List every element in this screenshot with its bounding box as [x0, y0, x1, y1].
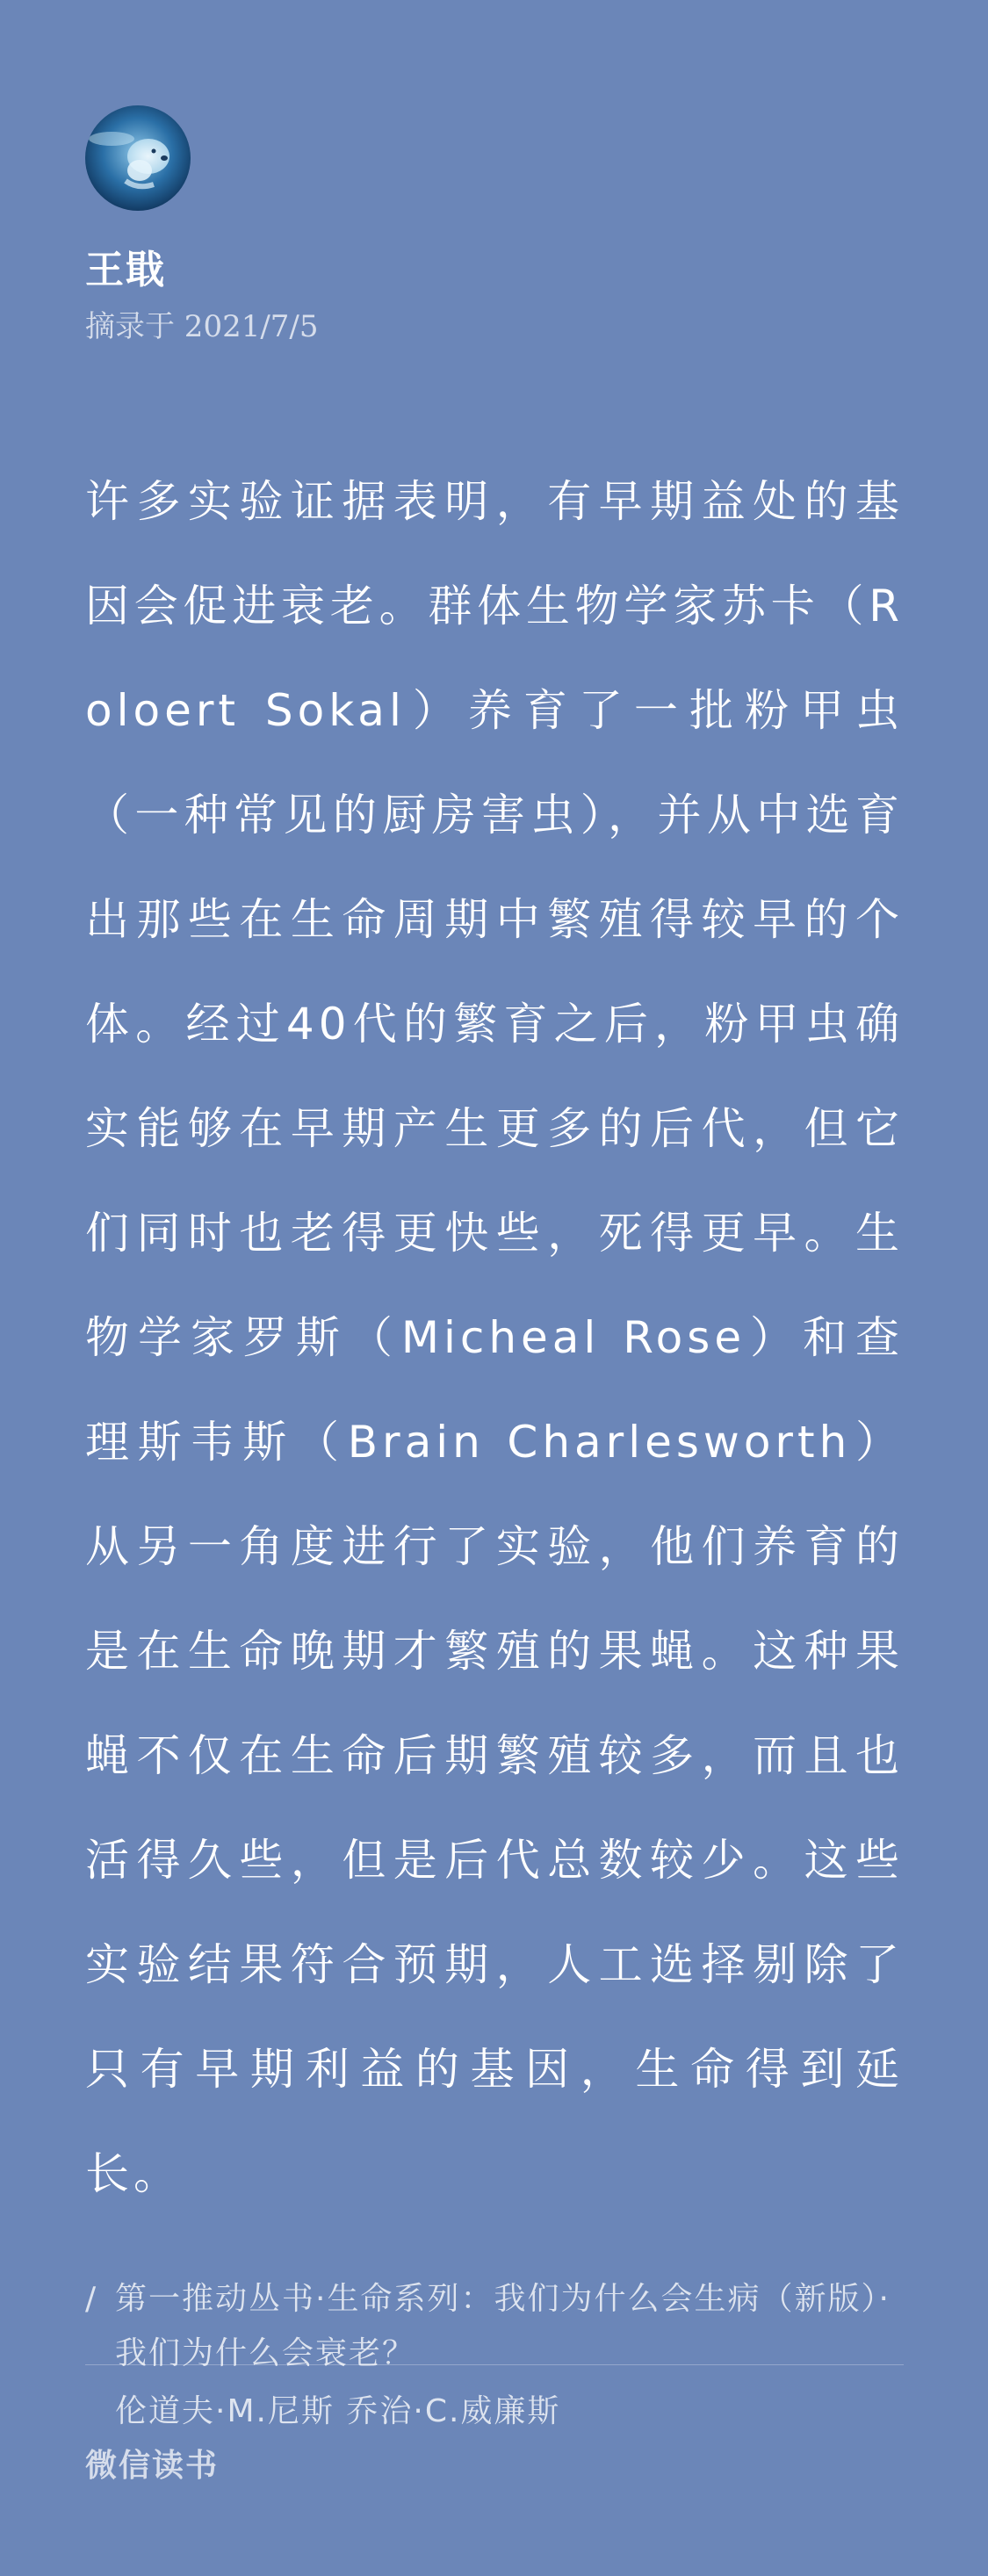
share-card: [85, 105, 904, 2439]
source-citation: [85, 2272, 904, 2439]
source-book-title[interactable]: 第一推动丛书·生命系列：我们为什么会生病（新版）· 我们为什么会衰老？: [115, 2281, 891, 2371]
excerpt-date: 摘录于 2021/7/5: [85, 309, 319, 344]
source-body: [115, 2272, 904, 2439]
avatar-image: [85, 105, 191, 211]
quote-text: 许多实验证据表明，有早期益处的基因会促进衰老。群体生物学家苏卡（Roloert Sokal）养育了一批粉甲虫（一种常见的厨房害虫），并从中选育出那些在生命周期中繁殖得较早的个体。经过40代的繁育之后，粉甲虫确实能够在早期产生更多的后代，但它们同时也老得更快些，死得更早。生物学家罗斯（Micheal Rose）和查理斯韦斯（Brain Charlesworth）从另一角度进行了实验，他们养育的是在生命晚期才繁殖的果蝇。这种果蝇不仅在生命后期繁殖较多，而且也活得久些，但是后代总数较少。这些实验结果符合预期，人工选择剔除了只有早期利益的基因，生命得到延长。: [85, 476, 904, 2199]
footer-divider: [85, 2364, 904, 2365]
avatar[interactable]: [85, 105, 191, 211]
author-name[interactable]: 王戢: [85, 248, 166, 292]
brand-label: 微信读书: [85, 2448, 220, 2484]
source-slash: /: [85, 2281, 98, 2317]
source-authors: 伦道夫·M.尼斯 乔治·C.威廉斯: [115, 2393, 561, 2429]
